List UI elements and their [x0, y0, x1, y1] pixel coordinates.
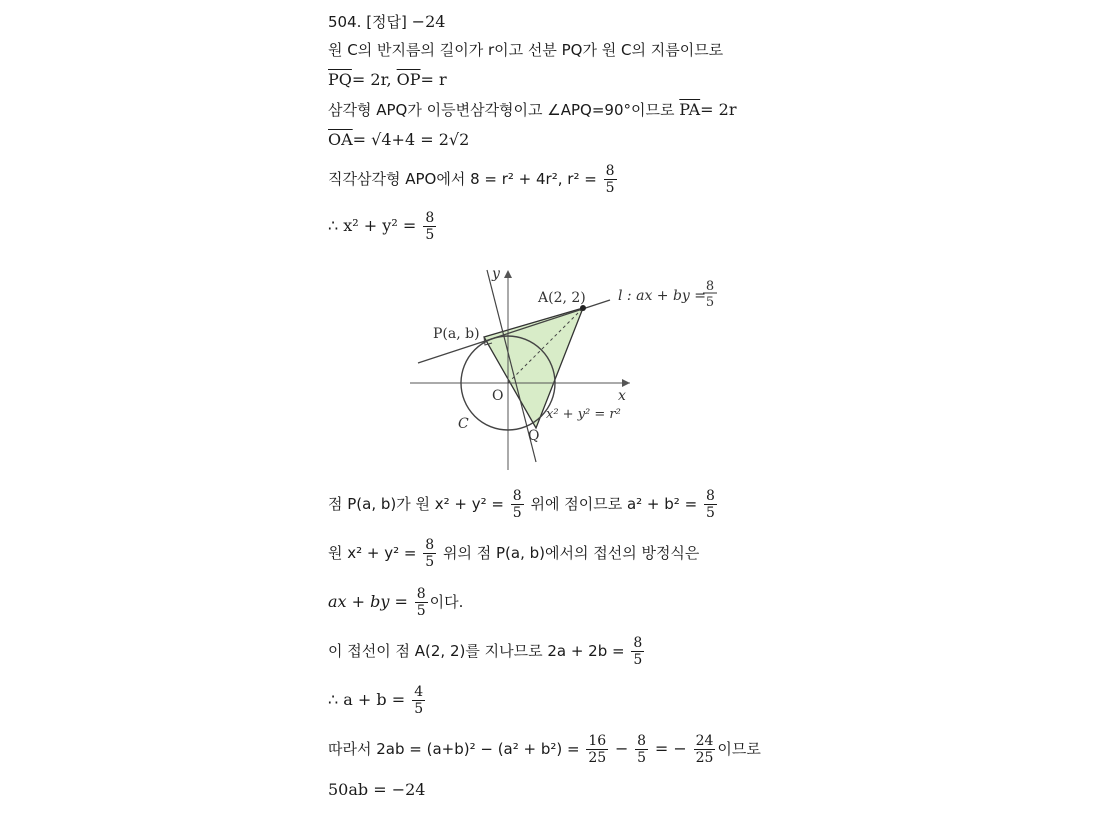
geometry-figure	[400, 262, 730, 474]
answer-value: −24	[411, 12, 446, 31]
a-plus-b-text: ∴ a + b =	[328, 690, 406, 709]
text-line-12	[328, 730, 761, 768]
fraction-16-25: $\frac{16}{25}$	[588, 733, 607, 766]
text-line-9	[328, 583, 463, 621]
tangent-equation: ax + by =	[328, 592, 408, 611]
x-axis-arrow-icon	[622, 379, 630, 387]
isosceles-text: 삼각형 APQ가 이등변삼각형이고 ∠APQ=90°이므로	[328, 101, 675, 119]
line-l-frac-num: 8	[705, 279, 715, 294]
text-line-7	[328, 485, 719, 523]
fraction-24-25: $\frac{24}{25}$	[695, 733, 714, 766]
circle-c-label: C	[458, 416, 469, 432]
two-ab-text: 따라서 2ab = (a+b)² − (a² + b²) =	[328, 740, 580, 758]
text-line-6	[328, 207, 438, 245]
fraction-8-5: $\frac{8}{5}$	[512, 488, 522, 521]
x-axis-label: x	[618, 388, 626, 404]
text-line-8	[328, 534, 699, 572]
point-q-label: Q	[528, 428, 540, 444]
pa-eq: = 2r	[700, 100, 737, 119]
text-line-3	[328, 100, 736, 120]
fraction-8-5: $\frac{8}{5}$	[425, 210, 435, 243]
segment-pa: $\overline{PA}$	[679, 100, 701, 119]
segment-pq: $\overline{PQ}$	[328, 70, 352, 89]
y-axis-arrow-icon	[504, 270, 512, 278]
fraction-8-5: $\frac{8}{5}$	[637, 733, 647, 766]
text-line-4	[328, 130, 469, 150]
point-p-on-circle-text: 점 P(a, b)가 원 x² + y² =	[328, 495, 504, 513]
origin-label: O	[492, 388, 504, 404]
segment-op: $\overline{OP}$	[396, 70, 421, 89]
tangent-equation-end: 이다.	[429, 593, 464, 611]
line-l-frac-den: 5	[705, 295, 715, 310]
circle-equation-label: x² + y² = r²	[546, 407, 621, 422]
equals-minus: = −	[654, 739, 687, 758]
line-l-label: l : ax + by =	[618, 288, 707, 304]
text-line-10	[328, 632, 646, 670]
point-a-label: A(2, 2)	[538, 290, 586, 306]
text-line-11	[328, 681, 427, 719]
tangent-intro-a: 원 x² + y² =	[328, 544, 417, 562]
op-eq: = r	[420, 70, 447, 89]
text-line-1: 원 C의 반지름의 길이가 r이고 선분 PQ가 원 C의 지름이므로	[328, 41, 724, 59]
fraction-4-5: $\frac{4}{5}$	[414, 684, 424, 717]
final-answer-line: 50ab = −24	[328, 780, 426, 799]
therefore-circle: ∴ x² + y² =	[328, 216, 417, 235]
text-line-5	[328, 160, 619, 198]
right-triangle-text: 직각삼각형 APO에서 8 = r² + 4r², r² =	[328, 170, 597, 188]
passes-through-a-text: 이 접선이 점 A(2, 2)를 지나므로 2a + 2b =	[328, 642, 625, 660]
minus-sign: −	[614, 739, 629, 758]
fraction-8-5: $\frac{8}{5}$	[633, 635, 643, 668]
text-line-2	[328, 70, 447, 90]
tangent-intro-b: 위의 점 P(a, b)에서의 접선의 방정식은	[442, 544, 700, 562]
oa-eq: = √4+4 = 2√2	[352, 130, 470, 149]
pq-eq: = 2r,	[351, 70, 392, 89]
ab-squares-text: 위에 점이므로 a² + b² =	[530, 495, 698, 513]
problem-number: 504.	[328, 13, 362, 31]
fraction-8-5: $\frac{8}{5}$	[425, 537, 435, 570]
fraction-8-5: $\frac{8}{5}$	[605, 163, 615, 196]
fraction-8-5: $\frac{8}{5}$	[416, 586, 426, 619]
problem-header	[328, 12, 445, 32]
conclusion-suffix: 이므로	[717, 740, 761, 758]
y-axis-label: y	[492, 266, 500, 282]
point-p-label: P(a, b)	[433, 326, 480, 342]
segment-oa: $\overline{OA}$	[328, 130, 353, 149]
fraction-8-5: $\frac{8}{5}$	[705, 488, 715, 521]
answer-tag: [정답]	[366, 13, 407, 31]
